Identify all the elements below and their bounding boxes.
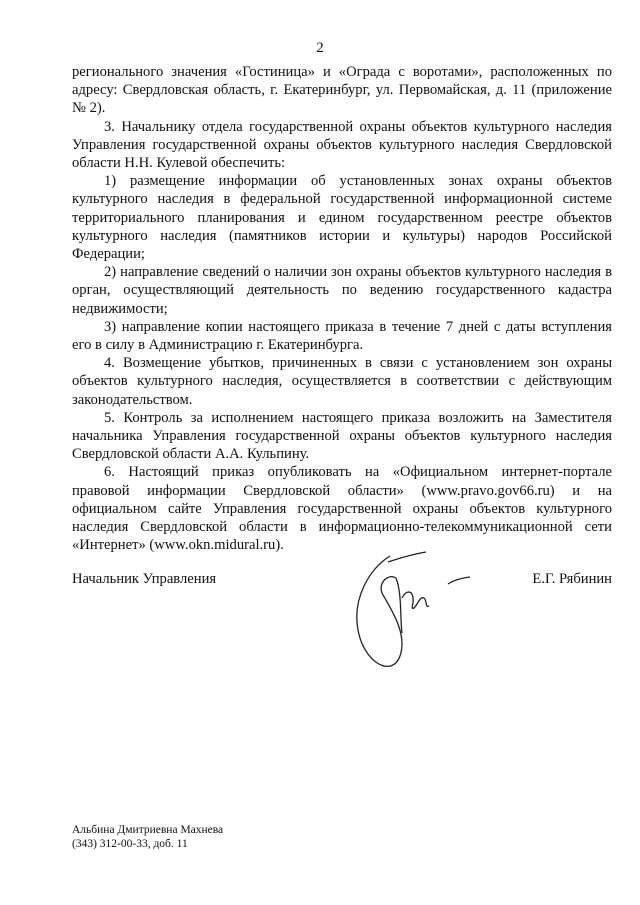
signatory-name: Е.Г. Рябинин (532, 571, 612, 587)
paragraph-item-6: 6. Настоящий приказ опубликовать на «Официальном интернет-портале правовой информации Свердловской области» (www.pravo.gov66.ru) и на официальном сайте Управления государственной охраны объектов культурного наследия Свердловской области в информационно-телекоммуникационной сети «Интернет» (www.okn.midural.ru). (72, 464, 612, 554)
page-number: 2 (316, 40, 324, 56)
paragraph-subitem-2: 2) направление сведений о наличии зон охраны объектов культурного наследия в орган, осуществляющий деятельность по ведению государственного кадастра недвижимости; (72, 264, 612, 317)
paragraph-item-4: 4. Возмещение убытков, причиненных в связи с установлением зон охраны объектов культурного наследия, осуществляется в соответствии с действующим законодательством. (72, 355, 612, 408)
contact-block (72, 823, 223, 851)
paragraph-item-5: 5. Контроль за исполнением настоящего приказа возложить на Заместителя начальника Управления государственной охраны объектов культурного наследия Свердловской области А.А. Кульпину. (72, 409, 612, 463)
signatory-title: Начальник Управления (72, 571, 217, 587)
paragraph-subitem-1: 1) размещение информации об установленных зонах охраны объектов культурного наследия в федеральной государственной информационной системе территориального планирования и едином государственном реестре объектов культурного наследия (памятников истории и культуры) народов Российской Федерации; (72, 173, 612, 263)
contact-phone: (343) 312-00-33, доб. 11 (72, 838, 188, 850)
paragraph-item-3: 3. Начальнику отдела государственной охраны объектов культурного наследия Управления государственной охраны объектов культурного наследия Свердловской области Н.Н. Кулевой обеспечить: (72, 118, 612, 172)
handwritten-signature (330, 538, 480, 688)
contact-person: Альбина Дмитриевна Махнева (72, 824, 224, 836)
paragraph-continuation: регионального значения «Гостиница» и «Ограда с воротами», расположенных по адресу: Свердловская область, г. Екатеринбург, ул. Первомайская, д. 11 (приложение № 2). (72, 64, 612, 117)
paragraph-subitem-3: 3) направление копии настоящего приказа в течение 7 дней с даты вступления его в силу в Администрацию г. Екатеринбурга. (72, 318, 612, 354)
document-body (72, 63, 612, 554)
